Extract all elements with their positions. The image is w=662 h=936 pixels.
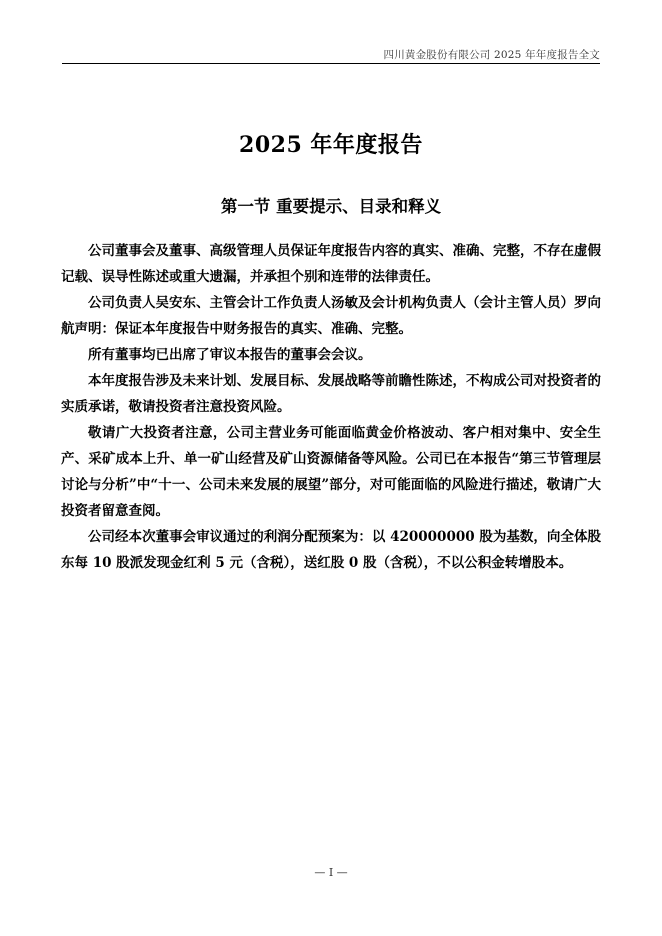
paragraph-responsible-persons: 公司负责人吴安东、主管会计工作负责人汤敏及会计机构负责人（会计主管人员）罗向航声明：保证本年度报告中财务报告的真实、准确、完整。: [61, 295, 601, 337]
paragraph-forward-looking: 本年度报告涉及未来计划、发展目标、发展战略等前瞻性陈述，不构成公司对投资者的实质承诺，敬请投资者注意投资风险。: [61, 373, 601, 415]
section-title: 第一节 重要提示、目录和释义: [220, 197, 442, 216]
paragraph-board-guarantee: 公司董事会及董事、高级管理人员保证年度报告内容的真实、准确、完整，不存在虚假记载、误导性陈述或重大遗漏，并承担个别和连带的法律责任。: [61, 243, 601, 285]
body-text: [61, 238, 601, 576]
running-header: 四川黄金股份有限公司 2025 年年度报告全文: [383, 49, 600, 61]
paragraph-risk-notice: 敬请广大投资者注意，公司主营业务可能面临黄金价格波动、客户相对集中、安全生产、采矿成本上升、单一矿山经营及矿山资源储备等风险。公司已在本报告“第三节管理层讨论与分析”中“十一、公司未来发展的展望”部分，对可能面临的风险进行描述，敬请广大投资者留意查阅。: [61, 425, 601, 519]
paragraph-board-attendance: 所有董事均已出席了审议本报告的董事会会议。: [88, 347, 372, 363]
paragraph-profit-distribution: 公司经本次董事会审议通过的利润分配预案为：以 420000000 股为基数，向全体股东每 10 股派发现金红利 5 元（含税），送红股 0 股（含税），不以公积金转增股本。: [61, 529, 601, 571]
header-divider: [62, 63, 600, 64]
page-number: — I —: [314, 866, 348, 879]
document-title: 2025 年年度报告: [239, 132, 423, 158]
